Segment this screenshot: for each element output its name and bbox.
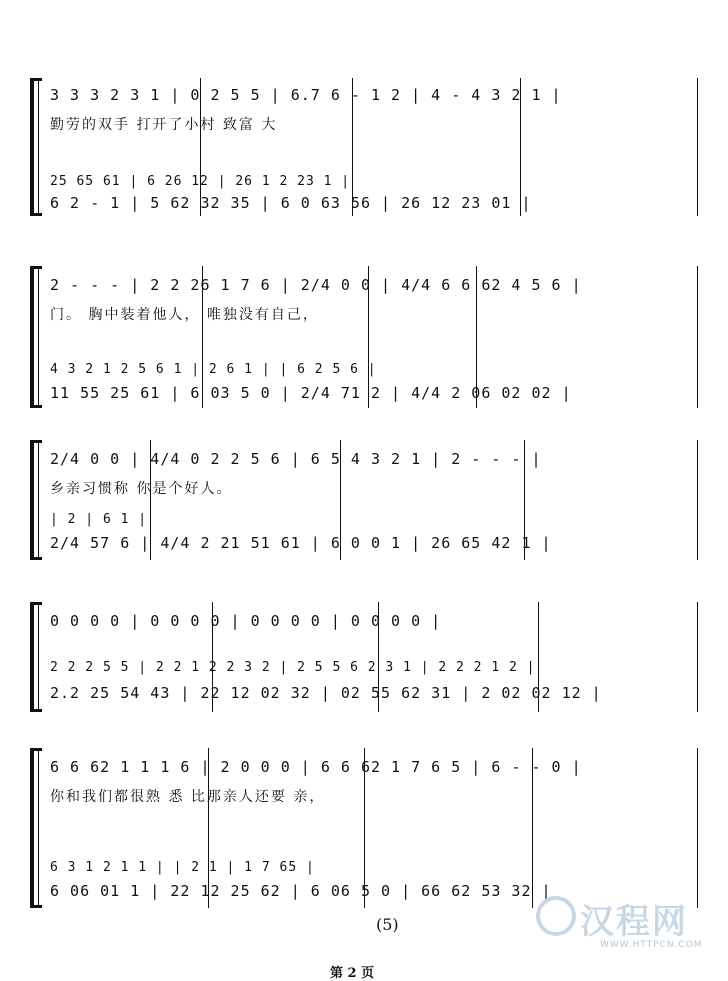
accompaniment-notes: 6 2 - 1 | 5 62 32 35 | 6 0 63 56 | 26 12 23 01 | [50,194,532,212]
page-footer: 第 2 页 [330,966,375,981]
watermark [530,888,720,966]
system-1 [30,78,698,216]
melody-notes: 2 - - - | 2 2 26 1 7 6 | 2/4 0 0 | 4/4 6 6 62 4 5 6 | [50,276,582,294]
system-brace [30,748,34,908]
lyrics-line: 你和我们都很熟 悉 比那亲人还要 亲， [50,789,326,805]
barline-end [697,602,698,712]
melody-notes: 3 3 3 2 3 1 | 0 2 5 5 | 6.7 6 - 1 2 | 4 - 4 3 2 1 | [50,86,562,104]
watermark-text: 汉程网 [580,902,688,942]
system-5 [30,748,698,908]
system-line [38,78,39,216]
accompaniment-upper: | 2 | 6 1 | [50,512,148,527]
accompaniment-notes: 11 55 25 61 | 6 03 5 0 | 2/4 71 2 | 4/4 2 06 02 02 | [50,384,572,402]
accompaniment-upper: 25 65 61 | 6 26 12 | 26 1 2 23 1 | [50,174,351,189]
barline-end [697,440,698,560]
accompaniment-notes: 6 06 01 1 | 22 12 25 62 | 6 06 5 0 | 66 62 53 32 | [50,882,552,900]
lyrics-line: 乡亲习惯称 你是个好人。 [50,481,233,497]
lyrics-line: 勤劳的双手 打开了小村 致富 大 [50,117,278,133]
system-line [38,266,39,408]
lyrics-line: 门。 胸中装着他人， 唯独没有自己， [50,307,319,323]
system-brace [30,440,34,560]
accompaniment-notes: 2.2 25 54 43 | 22 12 02 32 | 02 55 62 31 | 2 02 02 12 | [50,684,602,702]
melody-notes: 6 6 62 1 1 1 6 | 2 0 0 0 | 6 6 62 1 7 6 5 | 6 - - 0 | [50,758,582,776]
system-line [38,748,39,908]
barline-end [697,748,698,908]
barline-end [697,266,698,408]
system-brace [30,78,34,216]
watermark-url: WWW.HTTPCN.COM [600,940,703,950]
system-brace [30,266,34,408]
system-brace [30,602,34,712]
page-number: (5) [376,915,399,934]
system-2 [30,266,698,408]
watermark-logo-icon [536,896,576,936]
melody-notes: 0 0 0 0 | 0 0 0 0 | 0 0 0 0 | 0 0 0 0 | [50,612,442,630]
system-line [38,440,39,560]
system-line [38,602,39,712]
barline-end [697,78,698,216]
accompaniment-upper: 2 2 2 5 5 | 2 2 1 2 2 3 2 | 2 5 5 6 2 3 1 | 2 2 2 1 2 | [50,660,536,675]
accompaniment-notes: 2/4 57 6 | 4/4 2 21 51 61 | 6 0 0 1 | 26 65 42 1 | [50,534,552,552]
system-3 [30,440,698,560]
accompaniment-upper: 4 3 2 1 2 5 6 1 | 2 6 1 | | 6 2 5 6 | [50,362,377,377]
system-4 [30,602,698,712]
melody-notes: 2/4 0 0 | 4/4 0 2 2 5 6 | 6 5 4 3 2 1 | 2 - - - | [50,450,542,468]
accompaniment-upper: 6 3 1 2 1 1 | | 2 1 | 1 7 65 | [50,860,315,875]
